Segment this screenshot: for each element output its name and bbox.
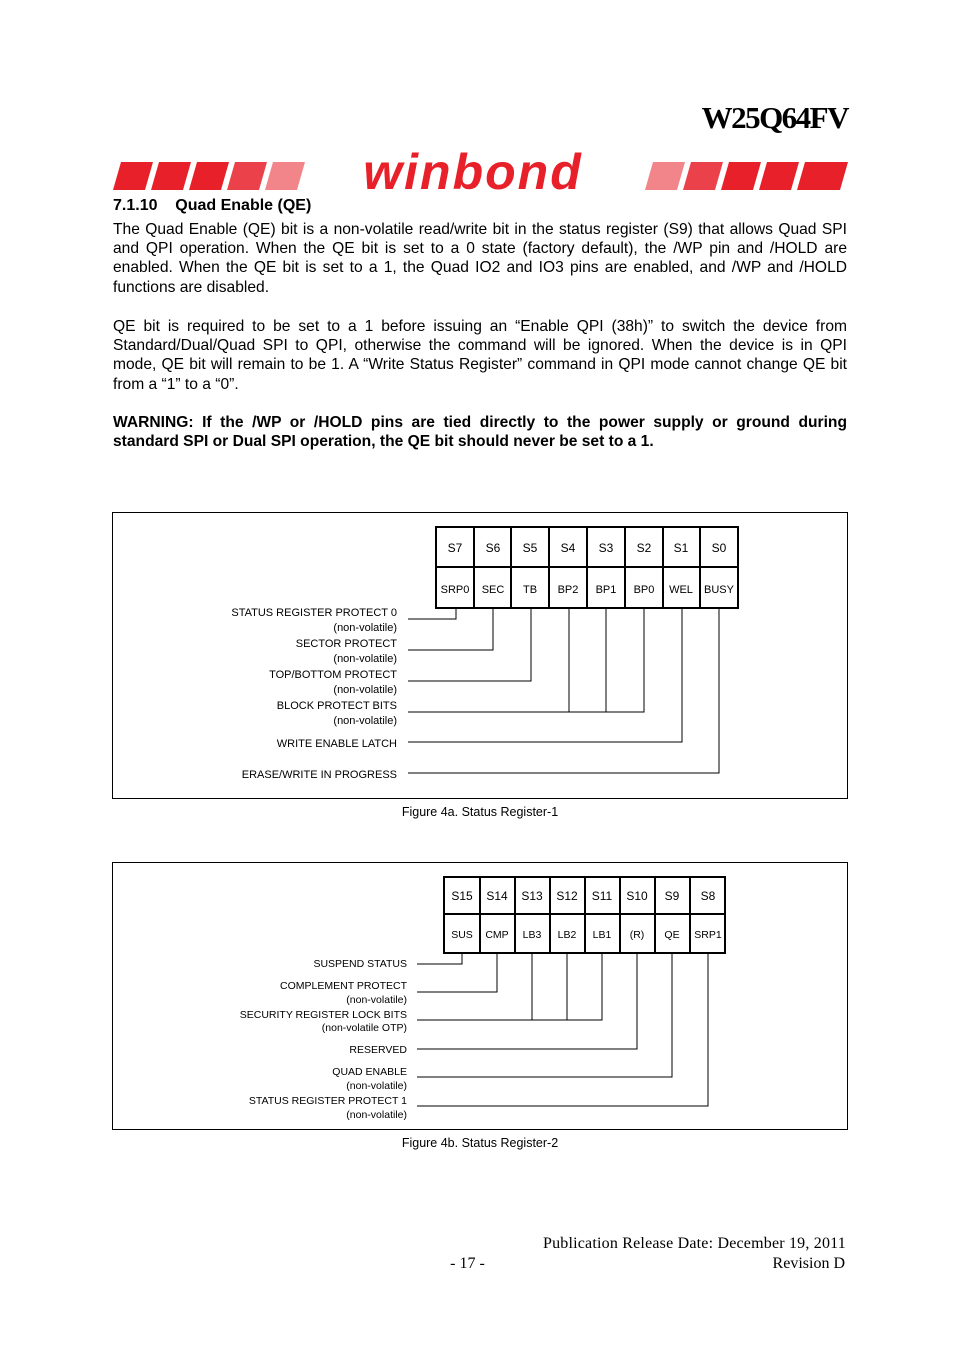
field-label: TOP/BOTTOM PROTECT — [269, 669, 397, 681]
bit-label: S5 — [522, 541, 538, 555]
field-label: SECURITY REGISTER LOCK BITS — [239, 1009, 407, 1021]
bit-label: S6 — [485, 541, 501, 555]
field-label: WRITE ENABLE LATCH — [276, 738, 397, 750]
bit-name: LB2 — [557, 929, 577, 941]
publication-date: Publication Release Date: December 19, 2011 — [542, 1235, 846, 1252]
winbond-logo — [113, 148, 848, 197]
field-label: ERASE/WRITE IN PROGRESS — [241, 769, 397, 781]
bit-label: S12 — [556, 889, 578, 903]
bit-label: S4 — [560, 541, 576, 555]
figure-4a-caption: Figure 4a. Status Register-1 — [401, 805, 559, 819]
field-label: SECTOR PROTECT — [295, 638, 397, 650]
field-label: QUAD ENABLE — [332, 1066, 407, 1078]
bit-label: S2 — [636, 541, 652, 555]
bit-label: S9 — [664, 889, 680, 903]
logo-wordmark: winbond — [363, 148, 583, 192]
bit-name: SRP0 — [440, 584, 470, 596]
bit-label: S8 — [700, 889, 716, 903]
paragraph-qe-qpi: QE bit is required to be set to a 1 before issuing an “Enable QPI (38h)” to switch the device from Standard/Dual/Quad SPI to QPI, otherwise the command will be ignored. When the device is in QPI mode, QE bit will remain to be 1. A “Write Status Register” command in QPI mode cannot change QE bit from a “1” to a “0”. — [113, 318, 847, 393]
bit-name: BP1 — [595, 584, 617, 596]
bit-name: BUSY — [704, 584, 734, 596]
bit-label: S1 — [673, 541, 689, 555]
bit-name: SEC — [481, 584, 505, 596]
field-label: BLOCK PROTECT BITS — [276, 700, 397, 712]
bit-label: S14 — [486, 889, 508, 903]
figure-4a-diagram — [113, 513, 849, 800]
bit-name: BP2 — [557, 584, 579, 596]
part-number: W25Q64FV — [701, 100, 848, 135]
field-sublabel: (non-volatile) — [333, 684, 397, 696]
field-sublabel: (non-volatile) — [346, 1109, 407, 1121]
bit-label: S13 — [521, 889, 543, 903]
bit-label: S10 — [626, 889, 648, 903]
figure-4a-box — [112, 512, 848, 799]
bit-label: S3 — [598, 541, 614, 555]
revision: Revision D — [772, 1255, 845, 1272]
bit-label: S0 — [711, 541, 727, 555]
field-sublabel: (non-volatile) — [333, 653, 397, 665]
field-sublabel: (non-volatile OTP) — [321, 1022, 407, 1034]
field-sublabel: (non-volatile) — [346, 1080, 407, 1092]
field-sublabel: (non-volatile) — [333, 622, 397, 634]
bit-name: SRP1 — [694, 929, 722, 941]
figure-4b-diagram — [113, 863, 849, 1131]
field-sublabel: (non-volatile) — [333, 715, 397, 727]
field-label: COMPLEMENT PROTECT — [280, 980, 407, 992]
bit-label: S15 — [451, 889, 473, 903]
bit-name: QE — [664, 929, 680, 941]
bit-name: SUS — [451, 929, 473, 941]
warning-text: WARNING: If the /WP or /HOLD pins are tied directly to the power supply or ground during standard SPI or Dual SPI operation, the QE bit should never be set to a 1. — [113, 414, 847, 451]
field-label: SUSPEND STATUS — [313, 958, 407, 970]
paragraph-qe-description: The Quad Enable (QE) bit is a non-volatile read/write bit in the status register (S9) that allows Quad SPI and QPI operation. When the QE bit is set to a 0 state (factory default), the /WP pin and /HOLD are enabled. When the QE bit is set to a 1, the Quad IO2 and IO3 pins are enabled, and /WP and /HOLD functions are disabled. — [113, 221, 847, 296]
bit-name: TB — [522, 584, 538, 596]
figure-4b-caption: Figure 4b. Status Register-2 — [401, 1136, 559, 1150]
field-sublabel: (non-volatile) — [346, 994, 407, 1006]
bit-name: BP0 — [633, 584, 655, 596]
bit-name: CMP — [485, 929, 509, 941]
field-label: STATUS REGISTER PROTECT 0 — [231, 607, 397, 619]
bit-name: (R) — [629, 929, 645, 941]
bit-name: WEL — [669, 584, 693, 596]
bit-label: S7 — [447, 541, 463, 555]
section-title: 7.1.10 Quad Enable (QE) — [113, 197, 312, 214]
page-number: - 17 - — [450, 1255, 485, 1272]
bit-name: LB1 — [592, 929, 612, 941]
bit-label: S11 — [591, 889, 613, 903]
field-label: STATUS REGISTER PROTECT 1 — [248, 1095, 407, 1107]
field-label: RESERVED — [349, 1044, 407, 1056]
figure-4b-box — [112, 862, 848, 1130]
bit-name: LB3 — [522, 929, 542, 941]
